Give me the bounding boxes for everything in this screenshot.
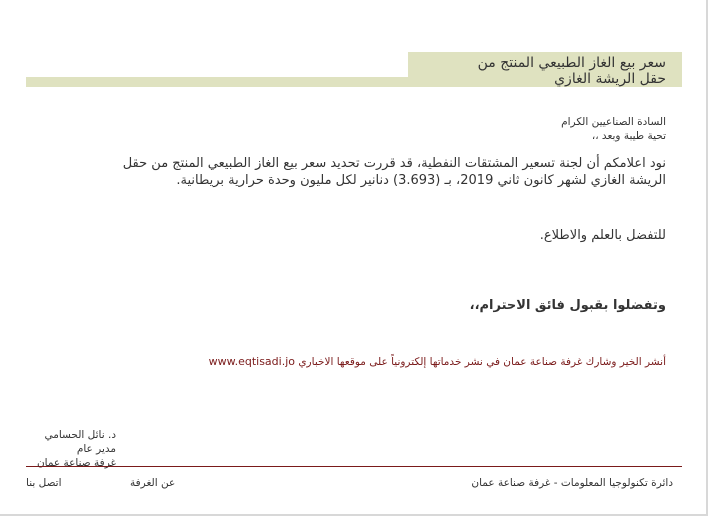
share-message [209,355,666,368]
footer-department: دائرة تكنولوجيا المعلومات - غرفة صناعة عمان [471,477,673,489]
salutation-line-2: تحية طيبة وبعد ،، [591,130,666,142]
notice-line: للتفضل بالعلم والاطلاع. [539,228,666,243]
message-body-line-2: الريشة الغازي لشهر كانون ثاني 2019، بـ (3.693) دنانير لكل مليون وحدة حرارية بريطانية. [176,173,666,188]
message-body [66,155,666,189]
signature-org: غرفة صناعة عمان [36,457,116,469]
contact-link[interactable]: اتصل بنا [26,477,62,489]
page-title [406,55,666,87]
signature-block [26,428,116,470]
website-link[interactable]: www.eqtisadi.jo [208,355,295,368]
salutation [561,115,666,143]
title-band-notch [26,52,408,77]
about-link[interactable]: عن الغرفة [130,477,176,489]
message-body-line-1: نود اعلامكم أن لجنة تسعير المشتقات النفطية، قد قررت تحديد سعر بيع الغاز الطبيعي المنتج من حقل [122,156,666,171]
closing-line: وتفضلوا بقبول فائق الاحترام،، [469,298,666,313]
signature-name: د. نائل الحسامي [44,429,116,441]
page-title-line-2: حقل الريشة الغازي [554,71,666,87]
salutation-line-1: السادة الصناعيين الكرام [561,116,666,128]
signature-role: مدير عام [76,443,116,455]
page-title-line-1: سعر بيع الغاز الطبيعي المنتج من [477,55,666,71]
footer-divider [26,466,682,467]
share-text: أنشر الخير وشارك غرفة صناعة عمان في نشر خدماتها إلكترونياً على موقعها الاخباري [298,356,666,368]
